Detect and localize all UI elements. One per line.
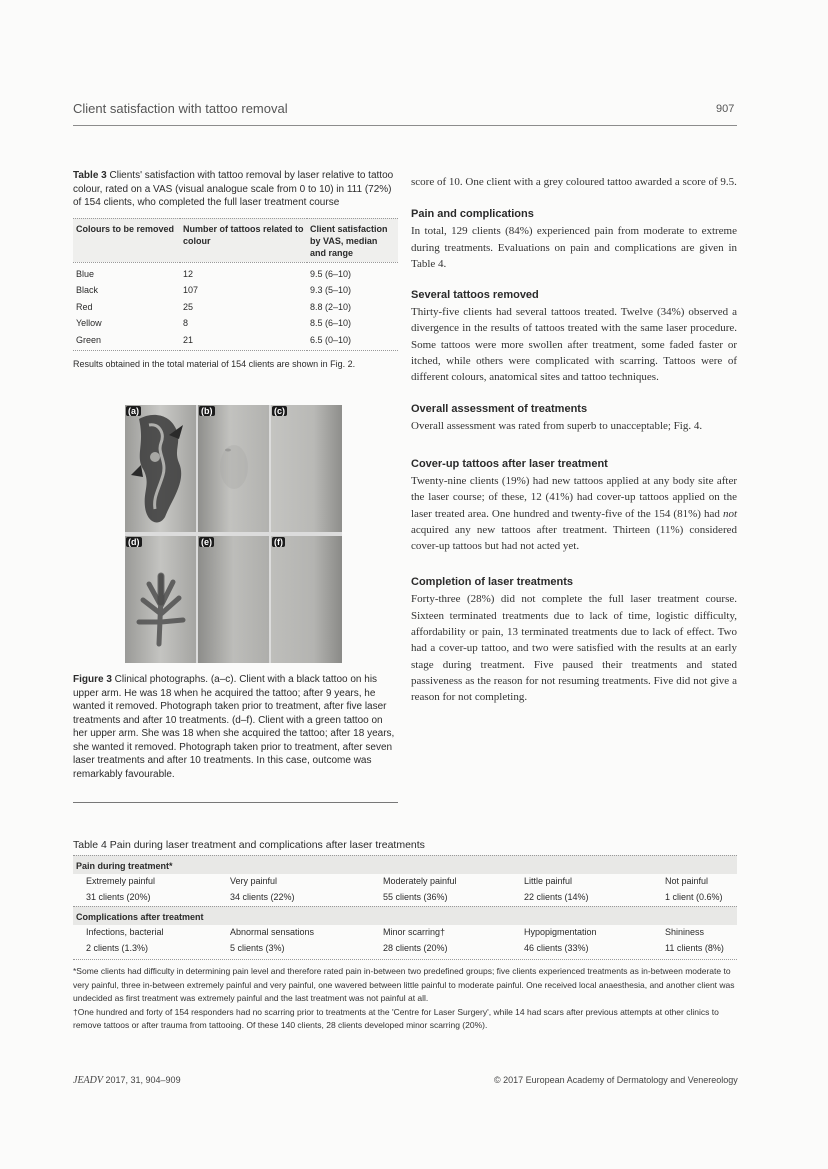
table-cell: 28 clients (20%) bbox=[383, 943, 448, 953]
table-cell: 8 bbox=[183, 318, 189, 328]
table-cell: Red bbox=[76, 301, 93, 312]
table-cell: Hypopigmentation bbox=[524, 927, 597, 937]
photo-panel-c bbox=[271, 405, 342, 532]
table4-complications-heading: Complications after treatment bbox=[73, 906, 737, 925]
table-cell: Abnormal sensations bbox=[230, 927, 315, 937]
skin-after-seven-treatments-photo bbox=[198, 536, 269, 663]
table-cell: Moderately painful bbox=[383, 876, 457, 886]
table4-caption-text: Pain during laser treatment and complications after laser treatments bbox=[106, 839, 425, 851]
table3-block bbox=[73, 169, 398, 372]
panel-label: (f) bbox=[274, 537, 283, 547]
table-cell: Extremely painful bbox=[86, 876, 156, 886]
table4-footnote: †One hundred and forty of 154 responders had no scarring prior to treatments at the 'Centre for Laser Surgery', while 14 had scars after previous attempts at other clinics to remove tattoos or after trauma from tattooing. Of these 140 clients, 28 clients developed minor scarring (20%). bbox=[73, 1006, 719, 1030]
skin-after-five-treatments-photo bbox=[198, 405, 269, 532]
section-overall bbox=[411, 403, 737, 434]
table-row bbox=[73, 299, 398, 316]
panel-label: (d) bbox=[128, 537, 140, 547]
table-cell: Not painful bbox=[665, 876, 709, 886]
table3-header: Colours to be removed bbox=[73, 218, 180, 262]
photo-panel-e bbox=[198, 536, 269, 663]
table-cell: 1 client (0.6%) bbox=[665, 892, 723, 902]
table-row bbox=[73, 262, 398, 282]
table-cell: 8.8 (2–10) bbox=[310, 301, 352, 312]
photo-panel-f bbox=[271, 536, 342, 663]
header-rule bbox=[73, 125, 737, 126]
table4-rule bbox=[73, 959, 737, 960]
table-cell: 55 clients (36%) bbox=[383, 892, 448, 902]
table-cell: Yellow bbox=[76, 318, 102, 328]
table-cell: 12 bbox=[183, 268, 194, 279]
figure-rule bbox=[73, 802, 398, 803]
skin-after-ten-treatments-photo bbox=[271, 405, 342, 532]
table-cell: 9.5 (6–10) bbox=[310, 268, 352, 279]
citation-text: 2017, 31, 904–909 bbox=[103, 1075, 181, 1085]
section-paragraph: Forty-three (28%) did not complete the full laser treatment course. Sixteen terminated treatments due to lack of time, logistic difficulty, affordability or pain, 13 terminated treatments due to lack of effect. Two had a cover-up tattoo, and two were satisfied with the results at an early stage during treatment. Five paused their treatments and stated passiveness as the reason for not resuming treatments. Five did not give a reason for not completing. bbox=[411, 593, 737, 704]
table3-header: Number of tattoos related to colour bbox=[180, 218, 307, 262]
table4-footnote: *Some clients had difficulty in determining pain level and therefore rated pain in-between two predefined groups; five clients experienced treatments as in-between moderate to very painful, three in-between extremely painful and very painful, one wavered between little painful to moderate painful. One received local anaesthesia, and another client was undecided as first treatment was extremely painful and the last treatment was not painful at all. bbox=[73, 966, 735, 1003]
table-cell: 11 clients (8%) bbox=[665, 943, 724, 953]
table-cell: 25 bbox=[183, 301, 194, 312]
table-cell: 2 clients (1.3%) bbox=[86, 943, 149, 953]
running-title: Client satisfaction with tattoo removal bbox=[73, 101, 288, 116]
table-cell: Blue bbox=[76, 268, 95, 279]
table-cell: 34 clients (22%) bbox=[230, 892, 295, 902]
table4-label: Table 4 bbox=[73, 839, 107, 851]
table-cell: 6.5 (0–10) bbox=[307, 332, 398, 351]
table-cell: 22 clients (14%) bbox=[524, 892, 589, 902]
table-cell: Minor scarring† bbox=[383, 927, 446, 937]
tattoo-green-photo bbox=[125, 536, 196, 663]
intro-paragraph: score of 10. One client with a grey coloured tattoo awarded a score of 9.5. bbox=[411, 176, 737, 188]
journal-name: JEADV bbox=[73, 1075, 103, 1086]
footer-copyright: © 2017 European Academy of Dermatology and Venereology bbox=[494, 1075, 738, 1085]
tattoo-black-photo bbox=[125, 405, 196, 532]
section-completion bbox=[411, 576, 737, 705]
table3-caption bbox=[73, 169, 398, 210]
table-row bbox=[73, 282, 398, 299]
table3-header: Client satisfaction by VAS, median and range bbox=[307, 218, 398, 262]
table4-caption bbox=[73, 839, 425, 851]
table-row bbox=[73, 315, 398, 332]
figure3-caption-text: Clinical photographs. (a–c). Client with a black tattoo on his upper arm. He was 18 when he acquired the tattoo; after 9 years, he wanted it removed. Photograph taken prior to treatment, after five laser treatments and after 10 treatments. (d–f). Client with a green tattoo on her upper arm. She was 18 when she acquired the tattoo; after 18 years, she wanted it removed. Photograph taken prior to treatment, after seven laser treatments and after 10 treatments. In this case, outcome was remarkably favourable. bbox=[73, 674, 395, 780]
table-cell: Black bbox=[76, 285, 99, 295]
section-heading: Pain and complications bbox=[411, 208, 534, 221]
table-cell: Green bbox=[73, 332, 180, 351]
table4-pain-heading: Pain during treatment* bbox=[73, 855, 737, 874]
section-paragraph: In total, 129 clients (84%) experienced pain from moderate to extreme during treatments. Evaluations on pain and complications are given in Table 4. bbox=[411, 225, 737, 270]
section-paragraph bbox=[411, 473, 737, 554]
photo-panel-a bbox=[125, 405, 196, 532]
figure3-photo-grid bbox=[125, 405, 342, 663]
table-cell: 107 bbox=[183, 285, 199, 295]
footer-citation bbox=[73, 1075, 181, 1086]
table-cell: 5 clients (3%) bbox=[230, 943, 285, 953]
figure3-caption bbox=[73, 673, 396, 781]
table-row bbox=[73, 332, 398, 351]
table-cell: 46 clients (33%) bbox=[524, 943, 589, 953]
table-row bbox=[73, 890, 737, 906]
panel-label: (a) bbox=[128, 406, 139, 416]
table-cell: 31 clients (20%) bbox=[86, 892, 151, 902]
table-cell: 8.5 (6–10) bbox=[310, 318, 352, 328]
table-cell: 9.3 (5–10) bbox=[310, 285, 352, 295]
section-pain bbox=[411, 208, 737, 272]
right-column bbox=[411, 174, 737, 706]
photo-panel-d bbox=[125, 536, 196, 663]
section-heading: Several tattoos removed bbox=[411, 289, 539, 302]
table-cell: Little painful bbox=[524, 876, 573, 886]
section-cover-up bbox=[411, 458, 737, 554]
table4-footnotes bbox=[73, 965, 737, 1033]
skin-after-ten-treatments-photo-2 bbox=[271, 536, 342, 663]
panel-label: (e) bbox=[201, 537, 212, 547]
page-number: 907 bbox=[716, 103, 735, 115]
table3 bbox=[73, 218, 398, 352]
section-paragraph: Overall assessment was rated from superb to unacceptable; Fig. 4. bbox=[411, 419, 703, 432]
table-row bbox=[73, 941, 737, 957]
table3-note: Results obtained in the total material of 154 clients are shown in Fig. 2. bbox=[73, 359, 356, 369]
table-cell: Infections, bacterial bbox=[86, 927, 164, 937]
panel-label: (c) bbox=[274, 406, 285, 416]
section-heading: Completion of laser treatments bbox=[411, 576, 573, 589]
emphasis-text: not bbox=[722, 507, 737, 520]
section-several-tattoos bbox=[411, 289, 737, 385]
table-cell: 21 bbox=[180, 332, 307, 351]
section-paragraph: Thirty-five clients had several tattoos treated. Twelve (34%) observed a divergence in the results of tattoos treated with the same laser procedure. Some tattoos were more swollen after treatment, some faded faster or itched, while others were complicated with scarring. Tattoos were of different colours, anatomical sites and tattoo techniques. bbox=[411, 306, 737, 384]
table-row bbox=[73, 925, 737, 941]
section-heading: Cover-up tattoos after laser treatment bbox=[411, 457, 608, 470]
paragraph-text: Twenty-nine clients (19%) had new tattoos applied at any body site after the laser course; of these, 12 (41%) had cover-up tattoos applied on the laser treated area. One hundred and twenty-five of the 154 (81%) had bbox=[411, 474, 737, 520]
table3-label: Table 3 bbox=[73, 170, 107, 181]
paragraph-text: acquired any new tattoos after treatment. Thirteen (11%) considered cover-up tattoos but had not acted yet. bbox=[411, 523, 737, 553]
figure3-label: Figure 3 bbox=[73, 674, 112, 685]
photo-panel-b bbox=[198, 405, 269, 532]
table4 bbox=[73, 855, 737, 960]
panel-label: (b) bbox=[201, 406, 213, 416]
table-cell: Shininess bbox=[665, 927, 705, 937]
table3-header-row bbox=[73, 218, 398, 262]
table-cell: Very painful bbox=[230, 876, 278, 886]
section-heading: Overall assessment of treatments bbox=[411, 402, 588, 415]
table-row bbox=[73, 874, 737, 890]
table3-caption-text: Clients' satisfaction with tattoo removal by laser relative to tattoo colour, rated on a VAS (visual analogue scale from 0 to 10) in 111 (72%) of 154 clients, who completed the full laser treatment course bbox=[73, 170, 394, 208]
